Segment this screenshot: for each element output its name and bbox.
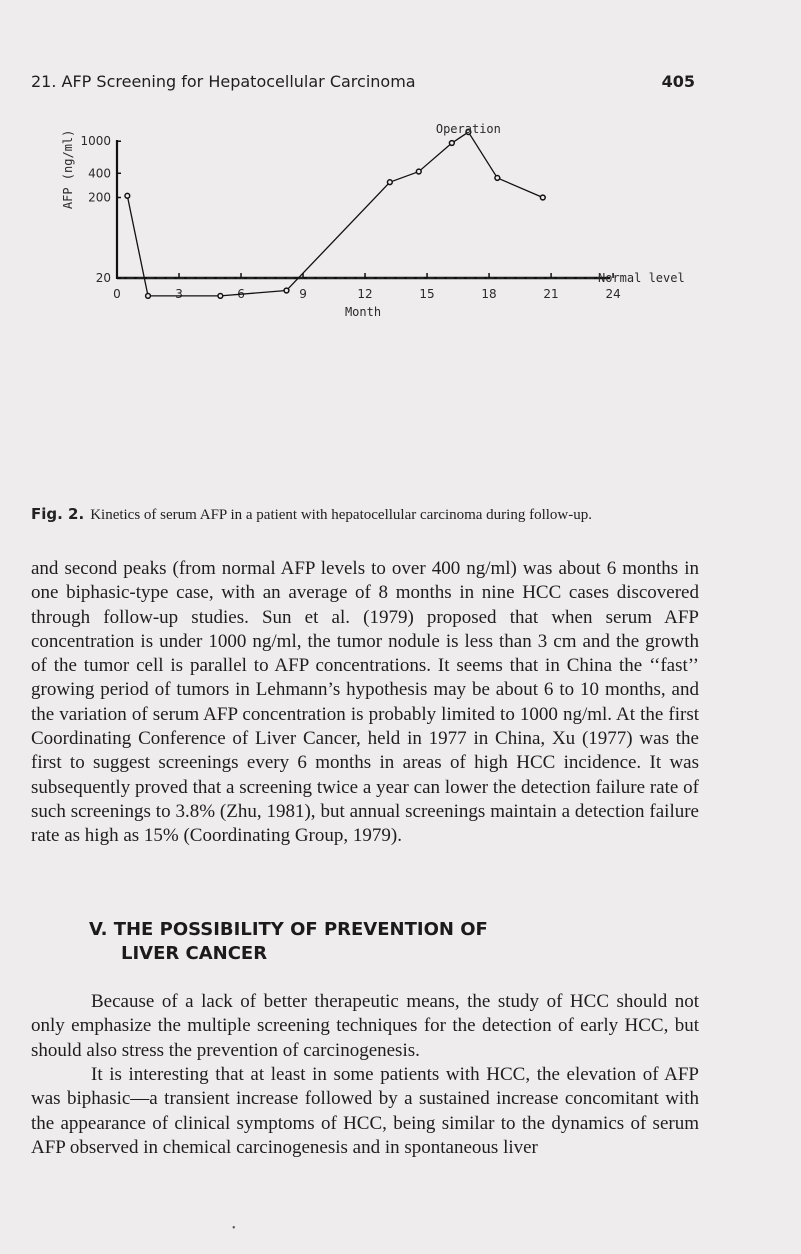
header-title: 21. AFP Screening for Hepatocellular Carcinoma (31, 72, 416, 91)
data-point (284, 288, 289, 293)
data-point (146, 293, 151, 298)
caption-label: Fig. 2. (31, 505, 85, 523)
data-point (540, 195, 545, 200)
series-segment (419, 143, 452, 172)
section-heading-line1: V. THE POSSIBILITY OF PREVENTION OF (89, 919, 488, 940)
x-axis-label: Month (344, 305, 382, 319)
series-segment (497, 178, 542, 198)
body-paragraph-1: and second peaks (from normal AFP levels to over 400 ng/ml) was about 6 months in one biphasic-type case, with an average of 8 months in nine HCC cases discovered through follow-up studies. Sun et al. (1979) proposed that when serum AFP concentration is under 1000 ng/ml, the tumor nodule is less than 3 cm and the growth of the tumor cell is parallel to AFP concentrations. It seems that in China the ‘‘fast’’ growing period of tumors in Lehmann’s hypothesis may be about 6 to 10 months, and the variation of serum AFP concentration is probably limited to 1000 ng/ml. At the first Coordinating Conference of Liver Cancer, held in 1977 in China, Xu (1977) was the first to suggest screenings every 6 months in areas of high HCC incidence. It was subsequently proved that a screening twice a year can lower the detection failure rate of such screenings to 3.8% (Zhu, 1981), but annual screenings maintain a detection failure rate as high as 15% (Coordinating Group, 1979). (31, 558, 699, 847)
caption-text: Kinetics of serum AFP in a patient with hepatocellular carcinoma during follow-up. (90, 507, 593, 523)
page-speck: • (232, 1223, 236, 1234)
y-tick-label: 200 (88, 190, 111, 205)
series-segment (468, 132, 497, 178)
data-point (125, 193, 130, 198)
data-point (387, 180, 392, 185)
x-tick-label: 21 (543, 287, 559, 301)
y-axis-label: AFP (ng/ml) (61, 129, 75, 210)
x-tick-label: 15 (419, 287, 435, 301)
running-header (31, 72, 695, 91)
body-paragraph-3: It is interesting that at least in some patients with HCC, the elevation of AFP was biphasic—a transient increase followed by a sustained increase concomitant with the appearance of clinical symptoms of HCC, being similar to the dynamics of serum AFP observed in chemical carcinogenesis and in spontaneous liver (31, 1064, 699, 1158)
afp-chart (0, 110, 801, 500)
series-segment (390, 172, 419, 183)
body-paragraph-2: Because of a lack of better therapeutic means, the study of HCC should not only emphasize the multiple screening techniques for the detection of early HCC, but should also stress the prevention of carcinogenesis. (31, 991, 699, 1061)
x-tick-label: 9 (299, 287, 307, 301)
x-tick-label: 18 (481, 287, 497, 301)
figure-caption (31, 505, 711, 524)
y-tick-label: 1000 (80, 134, 111, 149)
data-point (416, 169, 421, 174)
x-tick-label: 3 (175, 287, 183, 301)
page-number: 405 (661, 72, 695, 91)
section-heading-line2: LIVER CANCER (121, 943, 268, 964)
operation-annotation: Operation (435, 122, 501, 136)
x-tick-label: 12 (357, 287, 373, 301)
normal-level-reference (117, 271, 685, 285)
section-heading (89, 918, 709, 966)
x-tick-label: 24 (605, 287, 621, 301)
y-tick-label: 20 (95, 271, 111, 285)
data-point (495, 176, 500, 181)
chart-ticks (80, 134, 620, 301)
x-tick-label: 0 (113, 287, 121, 301)
series-segment (286, 182, 389, 290)
normal-level-label: Normal level (598, 271, 685, 285)
series-segment (127, 196, 148, 296)
data-point (218, 293, 223, 298)
data-point (449, 141, 454, 146)
series-segment (220, 290, 286, 295)
chart-series (125, 130, 545, 299)
y-tick-label: 400 (88, 166, 111, 181)
